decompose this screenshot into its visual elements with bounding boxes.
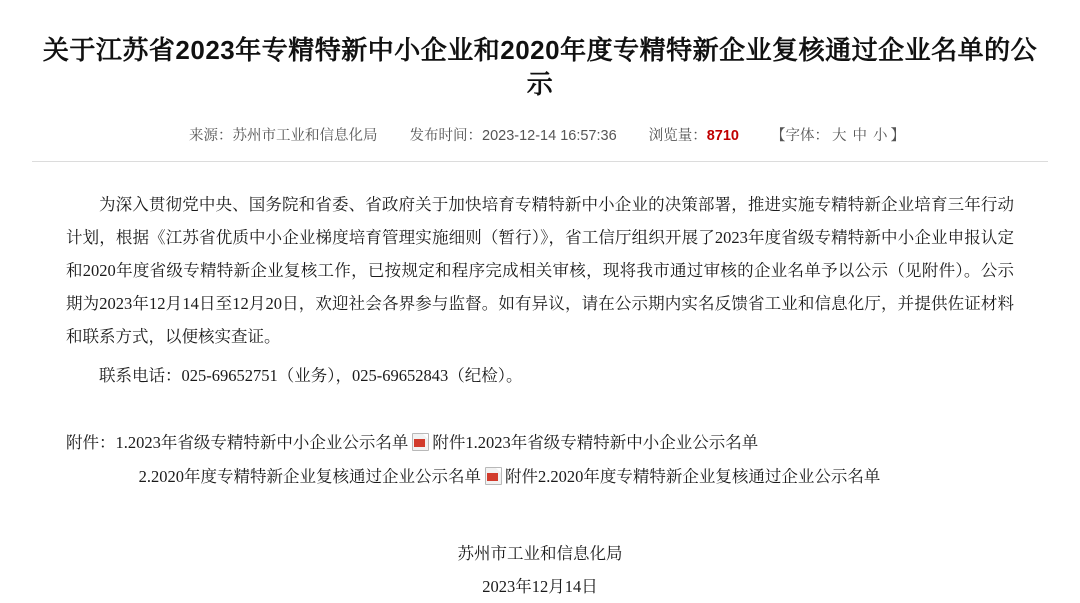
attachment-1-text: 2023年省级专精特新中小企业公示名单: [127, 432, 409, 452]
meta-source-label: 来源：: [188, 127, 233, 144]
attachment-2-number: 2.: [138, 467, 151, 487]
meta-views: [649, 124, 739, 145]
article-body: [32, 188, 1048, 603]
paragraph-contact: 联系电话：025-69652751（业务），025-69652843（纪检）。: [99, 365, 523, 385]
meta-publish-label: 发布时间：: [409, 127, 483, 144]
attachment-1-number: 1.: [115, 432, 128, 452]
font-size-medium-button[interactable]: 中: [852, 127, 867, 144]
attachment-2-link[interactable]: 附件2.2020年度专精特新企业复核通过企业公示名单: [504, 467, 881, 487]
meta-views-label: 浏览量：: [648, 127, 707, 144]
signature-date: 2023年12月14日: [482, 576, 598, 596]
attachment-list: [66, 426, 1014, 495]
font-size-prefix: 【字体：: [771, 127, 829, 144]
paragraph-main: 为深入贯彻党中央、国务院和省委、省政府关于加快培育专精特新中小企业的决策部署，推进实施专精特新企业培育三年行动计划，根据《江苏省优质中小企业梯度培育管理实施细则（暂行）》，省工信厅组织开展了2023年度省级专精特新中小企业申报认定和2020年度省级专精特新企业复核工作，已按规定和程序完成相关审核，现将我市通过审核的企业名单予以公示（见附件）。公示期为2023年12月14日至12月20日，欢迎社会各界参与监督。如有异议，请在公示期内实名反馈省工业和信息化厅，并提供佐证材料和联系方式，以便核实查证。: [66, 194, 1014, 346]
font-size-controls: [771, 124, 905, 145]
pdf-icon: [412, 433, 429, 451]
attachment-item-1: [66, 426, 1014, 461]
attachment-1-link[interactable]: 附件1.2023年省级专精特新中小企业公示名单: [432, 432, 759, 452]
page-title: 关于江苏省2023年专精特新中小企业和2020年度专精特新企业复核通过企业名单的公示: [42, 35, 1038, 99]
attachment-2-text: 2020年度专精特新企业复核通过企业公示名单: [150, 467, 481, 487]
meta-source: [189, 124, 378, 145]
article-meta: [32, 124, 1048, 145]
meta-publish-value: 2023-12-14 16:57:36: [482, 127, 617, 144]
meta-publish-time: [410, 124, 617, 145]
header-divider: [32, 161, 1048, 162]
font-size-suffix: 】: [890, 127, 905, 144]
font-size-large-button[interactable]: 大: [832, 127, 847, 144]
font-size-small-button[interactable]: 小: [873, 127, 888, 144]
attachment-prefix: 附件：: [66, 432, 116, 452]
pdf-icon: [485, 467, 502, 485]
meta-source-value: 苏州市工业和信息化局: [232, 127, 378, 144]
signature-org: 苏州市工业和信息化局: [457, 543, 623, 563]
attachment-item-2: [66, 460, 1014, 495]
meta-views-value: 8710: [706, 127, 739, 144]
